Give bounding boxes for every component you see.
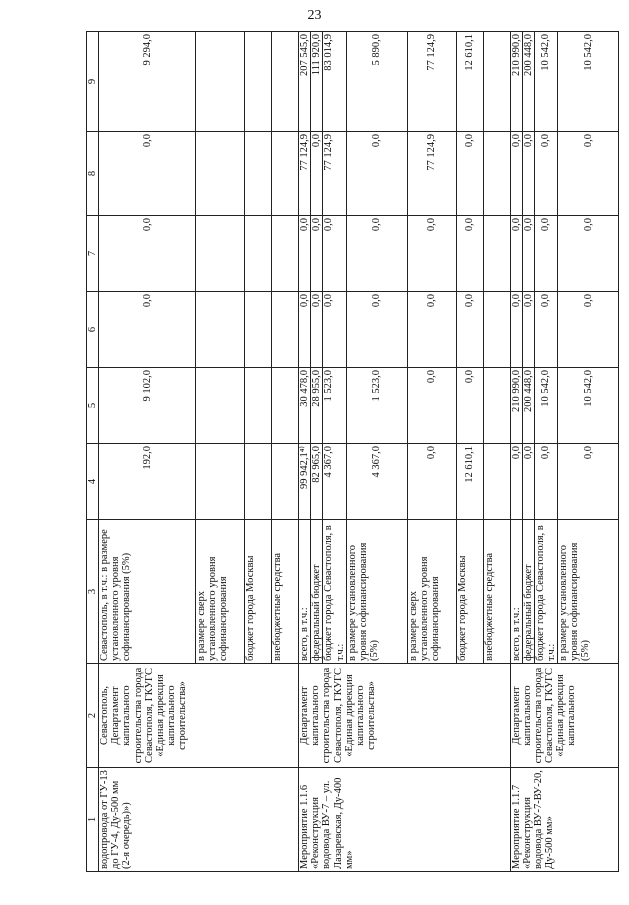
responsible-executor: Департамент капитального строительства города Севастополя, ГКУГС «Единая дирекция капитального строительства»	[299, 664, 511, 768]
value-col-6: 0,0	[323, 292, 346, 368]
value-col-5: 28 955,0	[311, 368, 323, 444]
value-col-7: 0,0	[534, 216, 557, 292]
value-col-9: 210 990,0	[510, 32, 522, 132]
value-col-7: 0,0	[323, 216, 346, 292]
header-col-9: 9	[87, 32, 99, 132]
value-col-7: 0,0	[346, 216, 407, 292]
value-col-9: 5 890,0	[346, 32, 407, 132]
value-col-8: 0,0	[456, 132, 483, 216]
value-col-5: 0,0	[456, 368, 483, 444]
funding-source: бюджет города Москвы	[245, 520, 272, 664]
value-col-6: 0,0	[299, 292, 311, 368]
value-col-9: 9 294,0	[99, 32, 196, 132]
value-col-6: 0,0	[456, 292, 483, 368]
funding-source: внебюджетные средства	[483, 520, 510, 664]
value-col-7	[483, 216, 510, 292]
value-col-8: 0,0	[510, 132, 522, 216]
value-col-5: 10 542,0	[534, 368, 557, 444]
value-col-4	[272, 444, 299, 520]
value-col-8	[483, 132, 510, 216]
value-col-5	[272, 368, 299, 444]
value-col-9: 12 610,1	[456, 32, 483, 132]
value-col-7: 0,0	[99, 216, 196, 292]
value-col-8: 77 124,9	[407, 132, 456, 216]
value-col-4: 4 367,0	[346, 444, 407, 520]
value-col-5	[196, 368, 245, 444]
value-col-8: 0,0	[534, 132, 557, 216]
funding-source: федеральный бюджет	[522, 520, 534, 664]
value-col-5: 30 478,0	[299, 368, 311, 444]
value-col-5: 9 102,0	[99, 368, 196, 444]
value-col-5: 210 990,0	[510, 368, 522, 444]
table-row	[99, 32, 196, 872]
value-col-8: 0,0	[99, 132, 196, 216]
funding-source: в размере сверх установленного уровня софинансирования	[407, 520, 456, 664]
value-col-6: 0,0	[534, 292, 557, 368]
funding-source: в размере сверх установленного уровня софинансирования	[196, 520, 245, 664]
value-col-4	[483, 444, 510, 520]
table-row	[299, 32, 311, 872]
responsible-executor: Департамент капитального строительства города Севастополя, ГКУГС «Единая дирекция капитального	[510, 664, 619, 768]
funding-source: всего, в т.ч.:	[299, 520, 311, 664]
value-col-8: 0,0	[311, 132, 323, 216]
value-col-5	[483, 368, 510, 444]
value-col-4	[196, 444, 245, 520]
value-col-6: 0,0	[407, 292, 456, 368]
funding-source: бюджет города Севастополя, в т.ч.:	[534, 520, 557, 664]
measure-name: Мероприятие 1.1.7 «Реконструкция водовода ВУ-7-ВУ-20, Ду-500 мм»	[510, 768, 619, 872]
measure-name: Мероприятие 1.1.6 «Реконструкция водовода ВУ-7 – ул. Лазаревская, Ду-400 мм»	[299, 768, 511, 872]
value-col-4: 4 367,0	[323, 444, 346, 520]
funding-source: бюджет города Севастополя, в т.ч.:	[323, 520, 346, 664]
value-col-7: 0,0	[558, 216, 619, 292]
funding-source: Севастополь, в т.ч.: в размере установленного уровня софинансирования (5%)	[99, 520, 196, 664]
value-col-7	[196, 216, 245, 292]
header-col-8: 8	[87, 132, 99, 216]
value-col-8: 0,0	[558, 132, 619, 216]
value-col-7: 0,0	[299, 216, 311, 292]
value-col-9: 207 545,0	[299, 32, 311, 132]
value-col-6	[483, 292, 510, 368]
value-col-7	[272, 216, 299, 292]
value-col-4: 0,0	[407, 444, 456, 520]
value-col-5: 10 542,0	[558, 368, 619, 444]
value-col-6: 0,0	[311, 292, 323, 368]
header-row	[87, 32, 99, 872]
value-col-4: 82 965,0	[311, 444, 323, 520]
value-col-8: 77 124,9	[299, 132, 311, 216]
value-col-6: 0,0	[522, 292, 534, 368]
value-col-7: 0,0	[407, 216, 456, 292]
value-col-7: 0,0	[510, 216, 522, 292]
value-col-4: 99 942,1⁴⁾	[299, 444, 311, 520]
value-col-6: 0,0	[99, 292, 196, 368]
value-col-8	[196, 132, 245, 216]
value-col-9: 200 448,0	[522, 32, 534, 132]
table-row	[510, 32, 522, 872]
value-col-9: 77 124,9	[407, 32, 456, 132]
value-col-6: 0,0	[558, 292, 619, 368]
funding-source: внебюджетные средства	[272, 520, 299, 664]
value-col-4: 0,0	[522, 444, 534, 520]
value-col-4: 0,0	[558, 444, 619, 520]
value-col-5: 1 523,0	[323, 368, 346, 444]
value-col-9: 10 542,0	[558, 32, 619, 132]
value-col-7: 0,0	[456, 216, 483, 292]
header-col-4: 4	[87, 444, 99, 520]
value-col-6: 0,0	[346, 292, 407, 368]
value-col-5: 0,0	[407, 368, 456, 444]
value-col-8: 0,0	[346, 132, 407, 216]
value-col-4: 0,0	[534, 444, 557, 520]
value-col-5: 1 523,0	[346, 368, 407, 444]
value-col-9	[272, 32, 299, 132]
header-col-1: 1	[87, 768, 99, 872]
header-col-3: 3	[87, 520, 99, 664]
page-number: 23	[307, 8, 322, 23]
funding-source: всего, в т.ч.:	[510, 520, 522, 664]
header-col-5: 5	[87, 368, 99, 444]
header-col-2: 2	[87, 664, 99, 768]
value-col-6	[272, 292, 299, 368]
responsible-executor: Севастополь, Департамент капитального строительства города Севастополя, ГКУГС «Единая дирекция капитального строительства»	[99, 664, 299, 768]
funding-source: бюджет города Москвы	[456, 520, 483, 664]
value-col-9: 83 014,9	[323, 32, 346, 132]
value-col-8	[245, 132, 272, 216]
value-col-7	[245, 216, 272, 292]
value-col-9: 10 542,0	[534, 32, 557, 132]
value-col-9	[196, 32, 245, 132]
value-col-6	[196, 292, 245, 368]
value-col-6	[245, 292, 272, 368]
value-col-9	[483, 32, 510, 132]
header-col-6: 6	[87, 292, 99, 368]
value-col-4: 0,0	[510, 444, 522, 520]
funding-source: федеральный бюджет	[311, 520, 323, 664]
value-col-6: 0,0	[510, 292, 522, 368]
budget-table	[86, 31, 619, 872]
header-col-7: 7	[87, 216, 99, 292]
value-col-9	[245, 32, 272, 132]
value-col-5: 200 448,0	[522, 368, 534, 444]
value-col-7: 0,0	[311, 216, 323, 292]
measure-name: водопровода от ГУ-13 до ГУ-4, Ду-500 мм (2-я очередь)»)	[99, 768, 299, 872]
value-col-9: 111 920,0	[311, 32, 323, 132]
funding-source: в размере установленного уровня софинансирования (5%)	[558, 520, 619, 664]
value-col-4	[245, 444, 272, 520]
value-col-5	[245, 368, 272, 444]
value-col-8	[272, 132, 299, 216]
value-col-8: 77 124,9	[323, 132, 346, 216]
value-col-7: 0,0	[522, 216, 534, 292]
value-col-4: 192,0	[99, 444, 196, 520]
funding-source: в размере установленного уровня софинансирования (5%)	[346, 520, 407, 664]
value-col-8: 0,0	[522, 132, 534, 216]
value-col-4: 12 610,1	[456, 444, 483, 520]
